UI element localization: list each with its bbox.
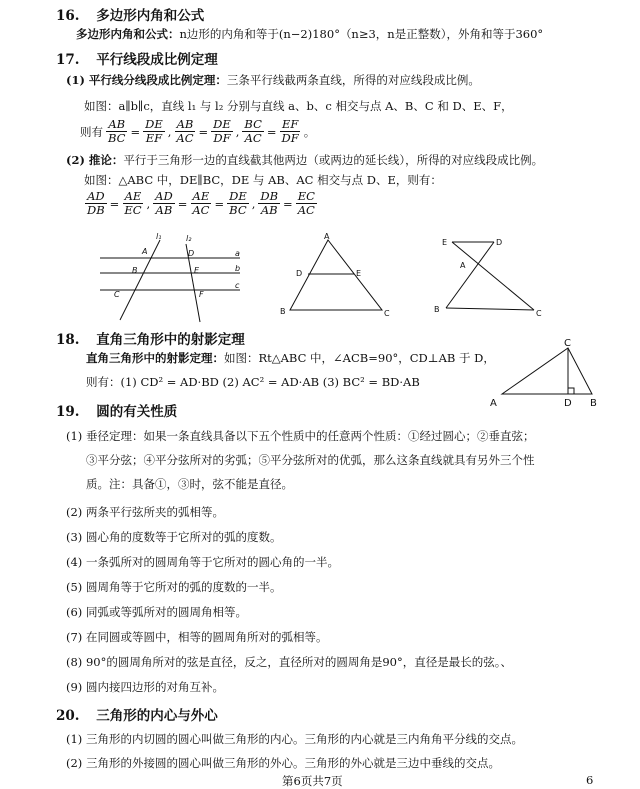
s18-line1: 直角三角形中的射影定理：如图：Rt△ABC 中，∠ACB=90°，CD⊥AB 于 D， (86, 351, 495, 365)
s17-p2-example: 如图：△ABC 中，DE∥BC，DE 与 AB、AC 相交与点 D、E，则有： (84, 173, 442, 187)
crossed-triangle-figure (430, 232, 560, 322)
fraction: $\frac{AB}{BC}$ (108, 117, 126, 145)
label-C: C (384, 309, 390, 318)
label-F: F (199, 290, 204, 299)
fraction: $\frac{AE}{AC}$ (192, 189, 210, 217)
section-19-heading: 19. 圆的有关性质 (56, 404, 178, 420)
s19-item: (2) 两条平行弦所夹的弧相等。 (66, 505, 224, 519)
fraction: $\frac{EF}{DF}$ (281, 117, 299, 145)
fraction: $\frac{AE}{EC}$ (124, 189, 142, 217)
fraction: $\frac{DE}{BC}$ (229, 189, 247, 217)
s19-item: (7) 在同圆或等圆中，相等的圆周角所对的弧相等。 (66, 630, 328, 644)
fraction: $\frac{DE}{EF}$ (145, 117, 163, 145)
label-l2: l₂ (186, 234, 192, 243)
s19-item: ③平分弦；④平分弦所对的劣弧；⑤平分弦所对的优弧，那么这条直线就具有另外三个性 (86, 453, 535, 467)
label-c: c (235, 281, 240, 290)
s17-p2-equations: $\frac{AD}{DB}$ = $\frac{AE}{EC}$ , $\frac{AD}{AB}$ = $\frac{AE}{AC}$ = $\frac{DE}{BC}$ , $\frac{DB}{AB}$ = $\frac{EC}{AC}$ (87, 189, 315, 217)
label-D: D (296, 269, 303, 278)
label-b: b (235, 264, 241, 273)
label-C: C (536, 309, 542, 318)
s17-p1-example: 如图：a∥b∥c，直线 l₁ 与 l₂ 分别与直线 a、b、c 相交与点 A、B、C 和 D、E、F， (84, 99, 513, 113)
section-16-heading (56, 4, 204, 24)
s18-line2: 则有：(1) CD² = AD·BD (2) AC² = AD·AB (3) BC² = BD·AB (86, 375, 420, 389)
label-E: E (194, 266, 200, 275)
s19-item: (9) 圆内接四边形的对角互补。 (66, 680, 224, 694)
s19-item: (1) 垂径定理：如果一条直线具备以下五个性质中的任意两个性质：①经过圆心；②垂直弦； (66, 429, 535, 443)
s19-item: (3) 圆心角的度数等于它所对的弧的度数。 (66, 530, 282, 544)
label-C: C (114, 290, 120, 299)
section-17-heading: 17. 平行线段成比例定理 (56, 52, 218, 68)
triangle-de-figure (276, 232, 406, 322)
label-l1: l₁ (156, 232, 162, 241)
label-a: a (235, 249, 240, 258)
label-C: C (564, 338, 571, 349)
label-D: D (564, 398, 572, 408)
s19-item: (5) 圆周角等于它所对的弧的度数的一半。 (66, 580, 282, 594)
fraction: $\frac{DB}{AB}$ (260, 189, 279, 217)
fraction: $\frac{AD}{DB}$ (87, 189, 105, 217)
s17-p1-equations: 则有 $\frac{AB}{BC}$ = $\frac{DE}{EF}$ , $\frac{AB}{AC}$ = $\frac{DE}{DF}$ , $\frac{BC}{AC}$ = $\frac{EF}{DF}$ 。 (80, 117, 316, 145)
label-A: A (324, 232, 330, 241)
label-A: A (490, 398, 497, 408)
s20-item: (1) 三角形的内切圆的圆心叫做三角形的内心。三角形的内心就是三内角角平分线的交点。 (66, 732, 523, 746)
s17-p1: (1) 平行线分线段成比例定理：三条平行线截两条直线，所得的对应线段成比例。 (66, 73, 480, 87)
fraction: $\frac{AD}{AB}$ (155, 189, 173, 217)
label-A: A (142, 247, 148, 256)
page-number: 6 (586, 773, 594, 787)
label-E: E (356, 269, 362, 278)
parallel-lines-figure (90, 230, 250, 330)
label-B: B (280, 307, 286, 316)
section-20-heading: 20. 三角形的内心与外心 (56, 708, 218, 724)
label-B: B (132, 266, 138, 275)
polygon-angle-formula: 多边形内角和公式：n边形的内角和等于(n−2)180°（n≥3，n是正整数），外角和等于360° (76, 27, 544, 41)
label-B: B (434, 305, 440, 314)
label-A: A (460, 261, 466, 270)
fraction: $\frac{AB}{AC}$ (176, 117, 194, 145)
s19-item: (6) 同弧或等弧所对的圆周角相等。 (66, 605, 247, 619)
s19-item: (8) 90°的圆周角所对的弦是直径，反之，直径所对的圆周角是90°，直径是最长的弦。、 (66, 655, 512, 669)
label-D: D (188, 249, 195, 258)
section-18-heading: 18. 直角三角形中的射影定理 (56, 332, 245, 348)
label-D: D (496, 238, 503, 247)
fraction: $\frac{EC}{AC}$ (297, 189, 315, 217)
label-B: B (590, 398, 597, 408)
right-triangle-figure (484, 336, 610, 408)
s19-item: 质。注：具备①，③时，弦不能是直径。 (86, 477, 293, 491)
s19-item: (4) 一条弧所对的圆周角等于它所对的圆心角的一半。 (66, 555, 339, 569)
section-number: 16. (56, 8, 80, 24)
page-footer: 第6页共7页 (282, 774, 343, 788)
s20-item: (2) 三角形的外接圆的圆心叫做三角形的外心。三角形的外心就是三边中垂线的交点。 (66, 756, 500, 770)
section-title: 多边形内角和公式 (96, 8, 205, 24)
s17-p2: (2) 推论：平行于三角形一边的直线截其他两边（或两边的延长线），所得的对应线段成比例。 (66, 153, 544, 167)
fraction: $\frac{BC}{AC}$ (244, 117, 262, 145)
fraction: $\frac{DE}{DF}$ (213, 117, 231, 145)
label-E: E (442, 238, 448, 247)
